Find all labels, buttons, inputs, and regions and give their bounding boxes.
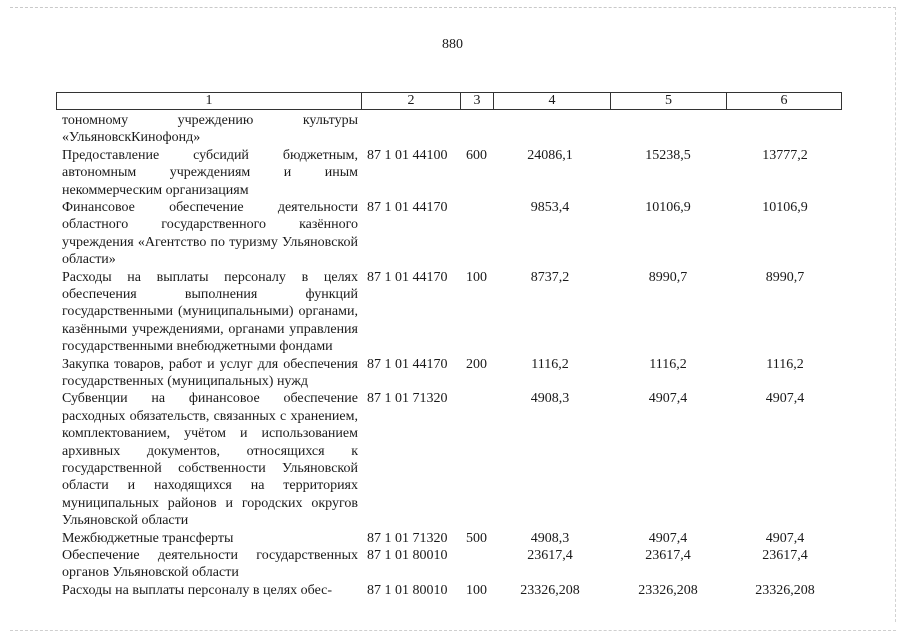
row-code: 87 1 01 44100 (367, 147, 448, 163)
row-description: тономному учреждению культуры «УльяновскКинофонд» (62, 113, 358, 146)
page-border-bottom (10, 630, 896, 631)
column-header-1: 1 (57, 93, 362, 109)
row-value-col4: 1116,2 (531, 356, 569, 372)
row-value-col6: 23326,208 (755, 582, 815, 598)
row-description: Финансовое обеспечение деятельности областного государственного казённого учреждения «Агентство по туризму Ульяновской области» (62, 199, 358, 268)
row-value-col5: 10106,9 (645, 199, 691, 215)
row-description: Расходы на выплаты персоналу в целях обеспечения выполнения функций государственными (муниципальными) органами, казёнными учреждениями, органами управления государственными внебюджетными фондами (62, 269, 358, 355)
table-row (0, 112, 905, 147)
row-value-col4: 24086,1 (527, 147, 573, 163)
row-type: 200 (466, 356, 487, 372)
row-value-col5: 4907,4 (648, 391, 688, 407)
row-code: 87 1 01 44170 (367, 356, 448, 372)
column-header-6: 6 (780, 93, 788, 108)
row-value-col4: 23617,4 (527, 547, 573, 563)
row-code: 87 1 01 80010 (367, 582, 448, 598)
row-value-col6: 13777,2 (762, 147, 808, 163)
row-description: Субвенции на финансовое обеспечение расходных обязательств, связанных с хранением, комплектованием, учётом и использованием архивных документов, относящихся к государственной собственности Ульяновской области и находящихся на территориях муниципальных районов и городских округов Ульяновской области (62, 391, 358, 529)
column-header-4: 4 (494, 93, 611, 109)
row-value-col6: 10106,9 (762, 199, 808, 215)
row-type: 600 (466, 147, 487, 163)
column-header-3: 3 (461, 93, 494, 109)
row-value-col5: 23617,4 (645, 547, 691, 563)
table-row (0, 356, 905, 391)
row-value-col4: 8737,2 (530, 269, 570, 285)
row-value-col4: 4908,3 (530, 391, 570, 407)
column-header-row (56, 92, 842, 110)
row-description: Предоставление субсидий бюджетным, автономным учреждениям и иным некоммерческим организациям (62, 147, 358, 198)
row-code: 87 1 01 44170 (367, 199, 448, 215)
row-description: Межбюджетные трансферты (62, 530, 234, 546)
row-value-col6: 4907,4 (765, 391, 805, 407)
table-row (0, 582, 905, 599)
row-value-col4: 4908,3 (530, 530, 570, 546)
row-description: Закупка товаров, работ и услуг для обеспечения государственных (муниципальных) нужд (62, 356, 358, 389)
row-type: 100 (466, 582, 487, 598)
row-value-col5: 8990,7 (648, 269, 688, 285)
row-description: Обеспечение деятельности государственных органов Ульяновской области (62, 547, 358, 581)
row-value-col5: 4907,4 (648, 530, 688, 546)
table-row (0, 269, 905, 356)
row-code: 87 1 01 44170 (367, 269, 448, 285)
row-value-col5: 15238,5 (645, 147, 691, 163)
row-code: 87 1 01 80010 (367, 547, 448, 563)
column-header-5: 5 (611, 93, 727, 109)
page-number: 880 (442, 37, 463, 52)
table-row (0, 199, 905, 269)
row-value-col5: 23326,208 (638, 582, 698, 598)
row-description: Расходы на выплаты персоналу в целях обес- (62, 582, 333, 598)
row-value-col5: 1116,2 (649, 356, 687, 372)
row-value-col4: 9853,4 (530, 199, 570, 215)
table-row (0, 547, 905, 582)
row-code: 87 1 01 71320 (367, 391, 448, 407)
page-border-top (10, 7, 896, 8)
column-header-2: 2 (362, 93, 461, 109)
row-value-col6: 23617,4 (762, 547, 808, 563)
row-type: 100 (466, 269, 487, 285)
row-code: 87 1 01 71320 (367, 530, 448, 546)
row-value-col6: 1116,2 (766, 356, 804, 372)
table-row (0, 390, 905, 529)
row-value-col6: 4907,4 (765, 530, 805, 546)
row-value-col6: 8990,7 (765, 269, 805, 285)
table-row (0, 530, 905, 547)
row-type: 500 (466, 530, 487, 546)
table-row (0, 147, 905, 199)
table-body (0, 112, 905, 599)
row-value-col4: 23326,208 (520, 582, 580, 598)
